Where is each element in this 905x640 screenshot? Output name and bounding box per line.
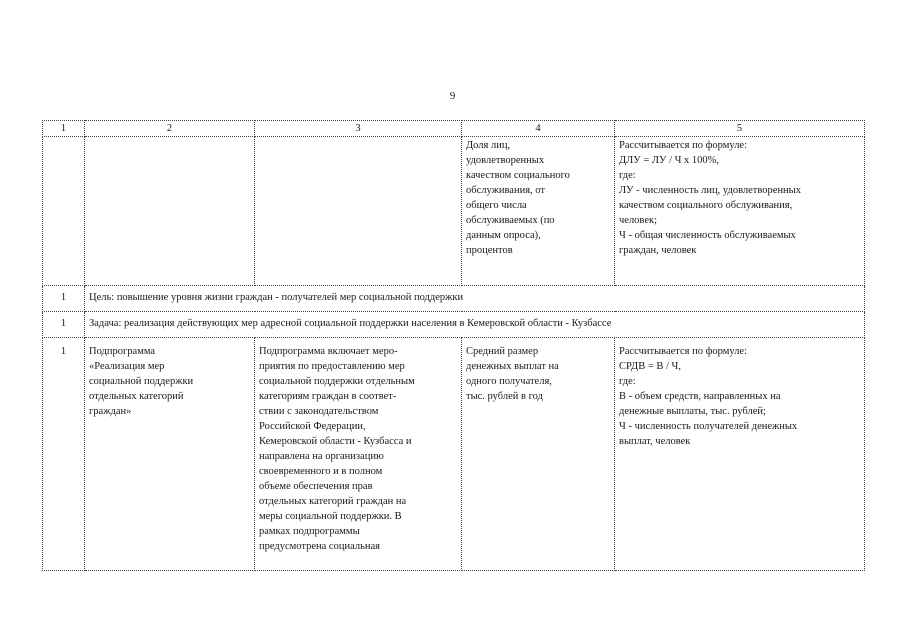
- text-line: Подпрограмма включает меро-: [259, 346, 398, 357]
- text-line: удовлетворенных: [466, 155, 545, 166]
- header-cell-2: 2: [85, 121, 255, 137]
- row-b-indicator: [462, 338, 615, 571]
- text-line: Кемеровской области - Кузбасса и: [259, 436, 412, 447]
- text-line: отдельных категорий граждан на: [259, 496, 407, 507]
- text-line: Ч - общая численность обслуживаемых: [619, 230, 796, 241]
- text-line: где:: [619, 170, 636, 181]
- text-line: Российской Федерации,: [259, 421, 366, 432]
- text-line: качеством социального обслуживания,: [619, 200, 793, 211]
- text-line: В - объем средств, направленных на: [619, 391, 781, 402]
- header-cell-4: 4: [462, 121, 615, 137]
- text-line: денежных выплат на: [466, 361, 559, 372]
- text-line: объеме обеспечения прав: [259, 481, 373, 492]
- text-line: отдельных категорий: [89, 391, 184, 402]
- text-line: ствии с законодательством: [259, 406, 379, 417]
- row-b-description: [255, 338, 462, 571]
- row-b-number: 1: [43, 338, 85, 571]
- text-line: предусмотрена социальная: [259, 541, 380, 552]
- text-line: ДЛУ = ЛУ / Ч х 100%,: [619, 155, 720, 166]
- row-b-subprogram: [85, 338, 255, 571]
- text-line: Рассчитывается по формуле:: [619, 140, 748, 151]
- header-cell-1: 1: [43, 121, 85, 137]
- task-row: [43, 312, 865, 338]
- text-line: обслуживаемых (по: [466, 215, 555, 226]
- row-a-col3: [255, 137, 462, 286]
- text-line: Подпрограмма: [89, 346, 156, 357]
- row-a-col2: [85, 137, 255, 286]
- goal-text: Цель: повышение уровня жизни граждан - получателей мер социальной поддержки: [85, 286, 865, 312]
- text-line: «Реализация мер: [89, 361, 165, 372]
- page-number: 9: [449, 90, 456, 102]
- text-line: Доля лиц,: [466, 140, 511, 151]
- text-line: общего числа: [466, 200, 527, 211]
- text-line: граждан»: [89, 406, 132, 417]
- text-line: меры социальной поддержки. В: [259, 511, 402, 522]
- header-cell-3: 3: [255, 121, 462, 137]
- text-line: ЛУ - численность лиц, удовлетворенных: [619, 185, 801, 196]
- table-row: [43, 137, 865, 286]
- table-row: [43, 338, 865, 571]
- text-line: категориям граждан в соответ-: [259, 391, 397, 402]
- text-line: приятия по предоставлению мер: [259, 361, 405, 372]
- indicators-table: [42, 120, 865, 571]
- goal-row: [43, 286, 865, 312]
- text-line: данным опроса),: [466, 230, 541, 241]
- text-line: выплат, человек: [619, 436, 691, 447]
- row-a-formula: [615, 137, 865, 286]
- text-line: граждан, человек: [619, 245, 697, 256]
- text-line: Рассчитывается по формуле:: [619, 346, 748, 357]
- text-line: направлена на организацию: [259, 451, 384, 462]
- header-cell-5: 5: [615, 121, 865, 137]
- text-line: процентов: [466, 245, 513, 256]
- text-line: денежные выплаты, тыс. рублей;: [619, 406, 766, 417]
- task-row-number: 1: [43, 312, 85, 338]
- text-line: одного получателя,: [466, 376, 552, 387]
- row-a-col1: [43, 137, 85, 286]
- goal-row-number: 1: [43, 286, 85, 312]
- table-header-row: [43, 121, 865, 137]
- text-line: тыс. рублей в год: [466, 391, 543, 402]
- text-line: обслуживания, от: [466, 185, 545, 196]
- task-text: Задача: реализация действующих мер адресной социальной поддержки населения в Кемеровской области - Кузбассе: [85, 312, 865, 338]
- text-line: человек;: [619, 215, 658, 226]
- row-b-formula: [615, 338, 865, 571]
- text-line: где:: [619, 376, 636, 387]
- text-line: социальной поддержки отдельным: [259, 376, 415, 387]
- text-line: Средний размер: [466, 346, 539, 357]
- row-a-indicator: [462, 137, 615, 286]
- text-line: своевременного и в полном: [259, 466, 383, 477]
- text-line: Ч - численность получателей денежных: [619, 421, 798, 432]
- text-line: рамках подпрограммы: [259, 526, 360, 537]
- text-line: социальной поддержки: [89, 376, 194, 387]
- text-line: качеством социального: [466, 170, 570, 181]
- text-line: СРДВ = В / Ч,: [619, 361, 682, 372]
